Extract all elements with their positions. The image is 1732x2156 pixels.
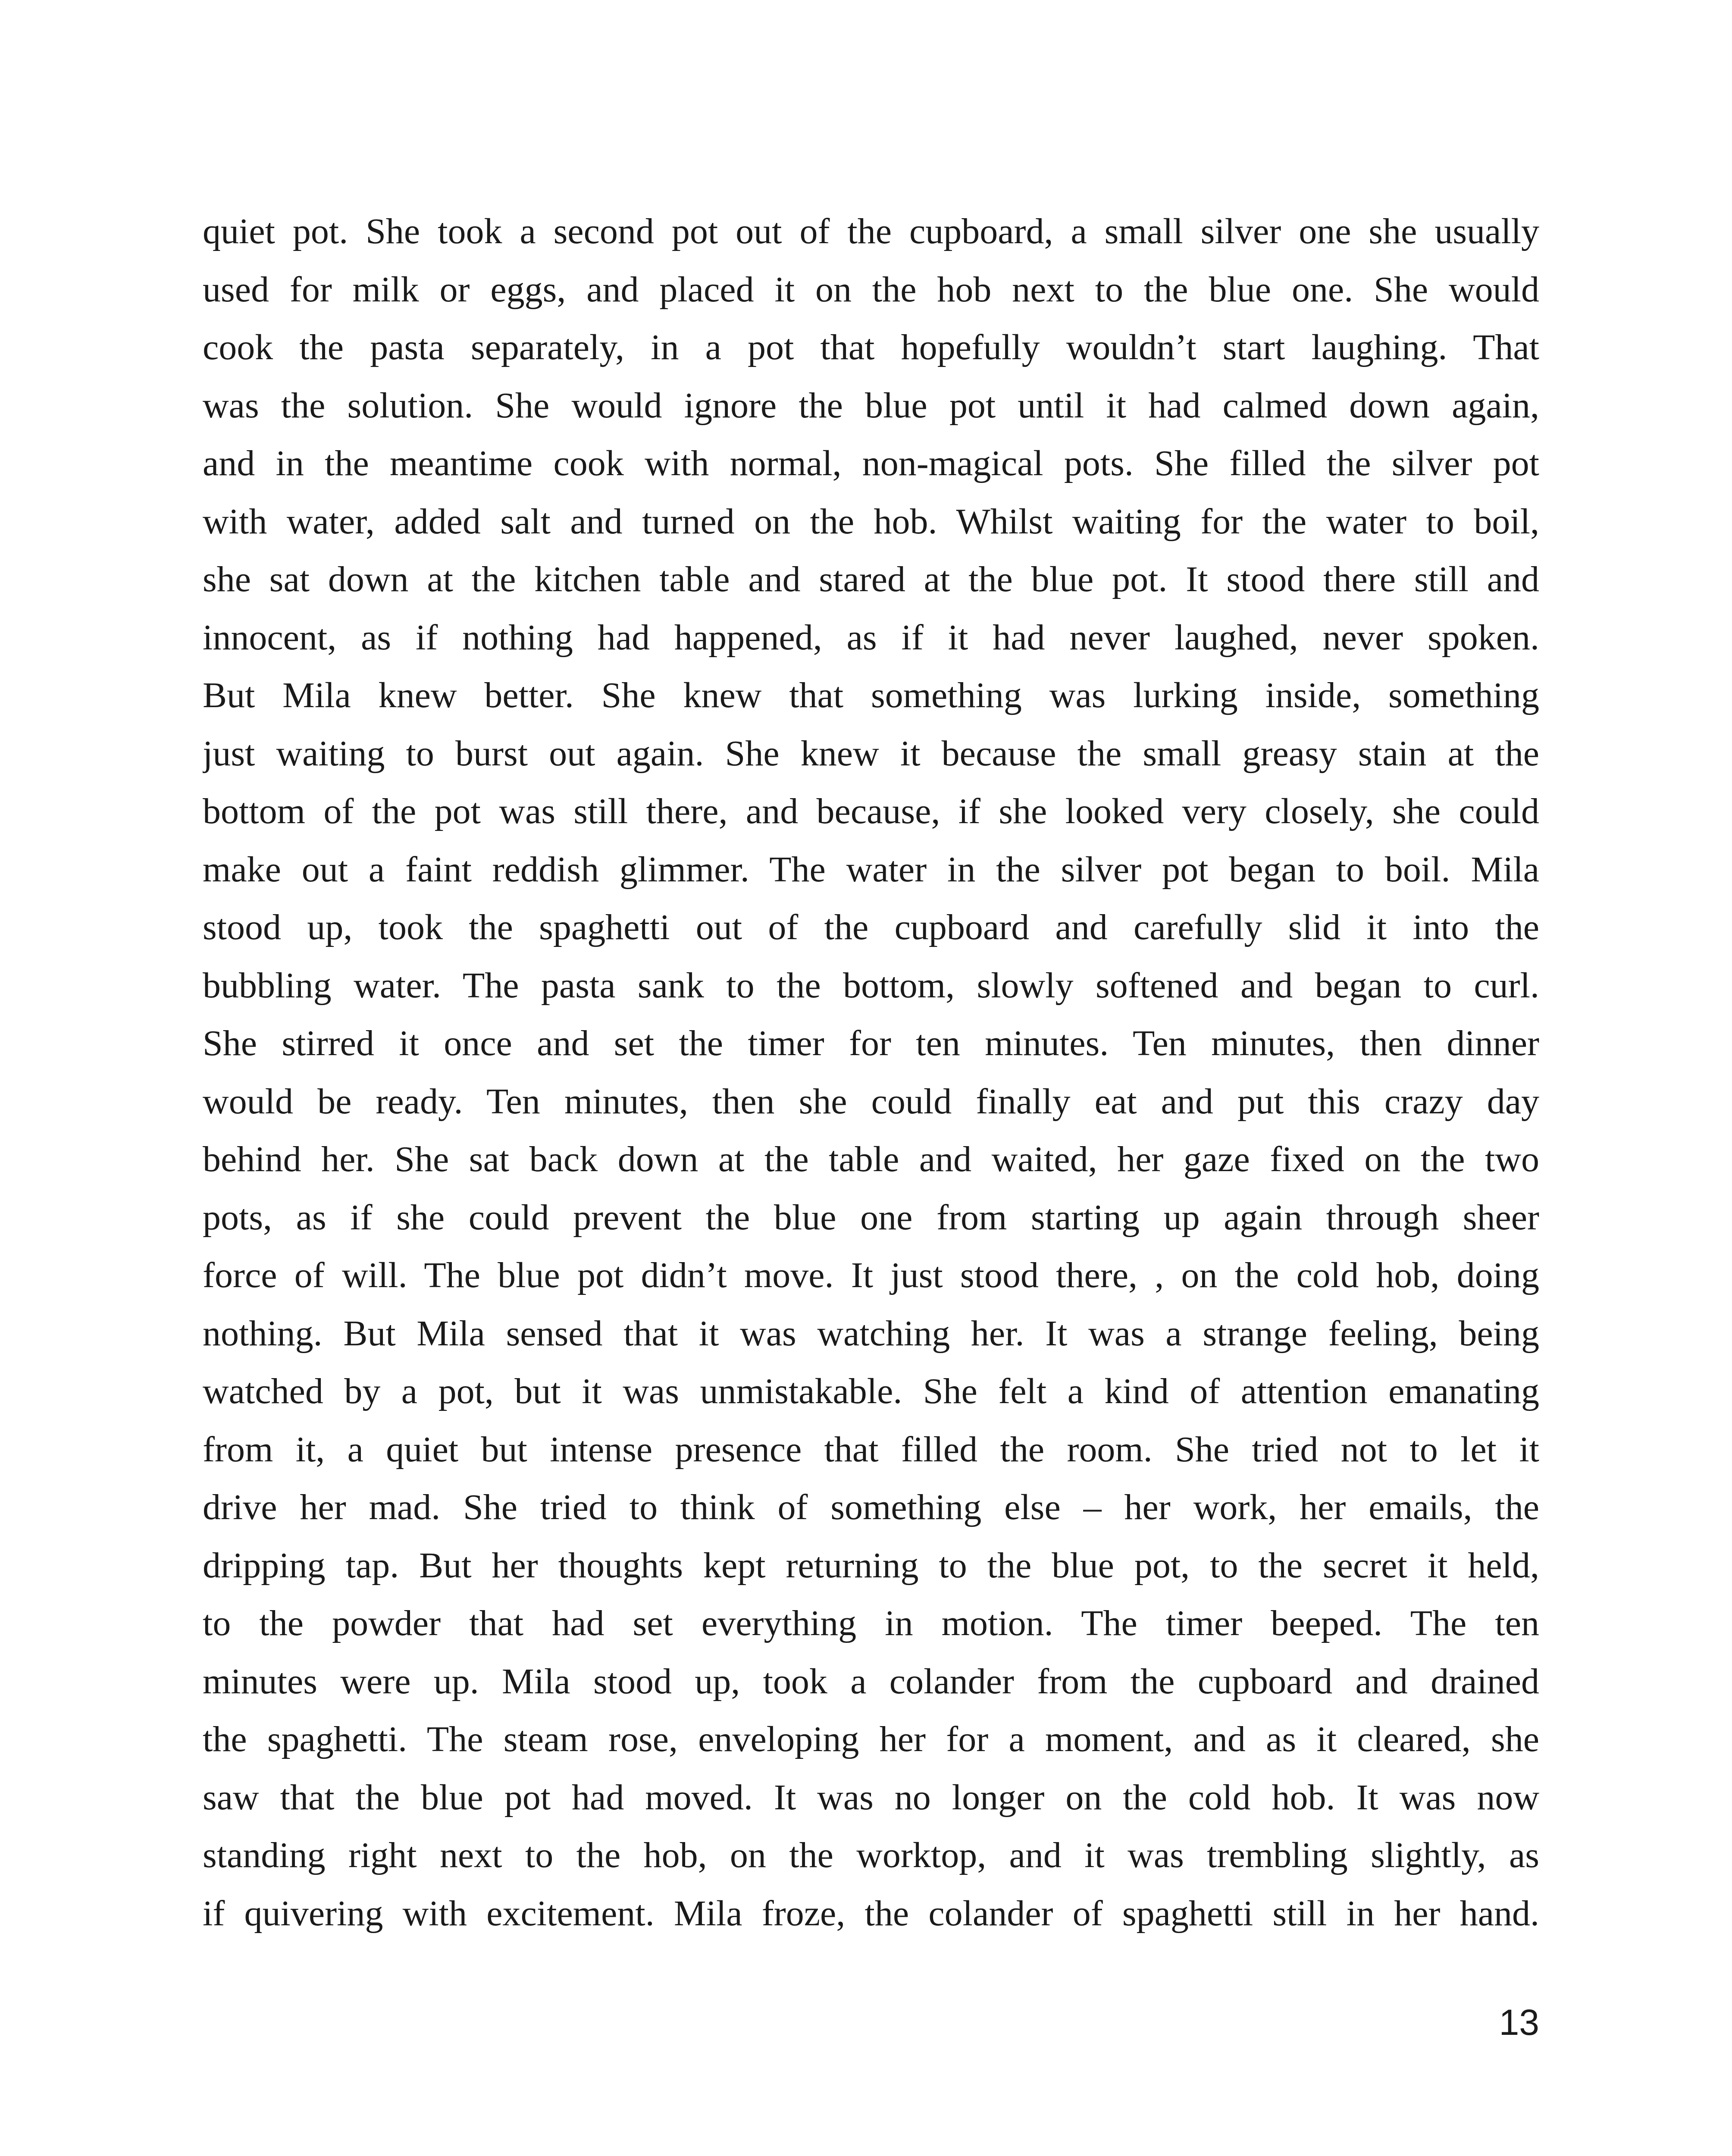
text-line: quiet pot. She took a second pot out of the cupboard, a small silver one she usually (203, 211, 1539, 251)
text-line: was the solution. She would ignore the blue pot until it had calmed down again, (203, 385, 1539, 426)
text-line: she sat down at the kitchen table and stared at the blue pot. It stood there still and (203, 559, 1539, 599)
text-line: if quivering with excitement. Mila froze, the colander of spaghetti still in her hand. (203, 1893, 1539, 1934)
text-line: force of will. The blue pot didn’t move. It just stood there, , on the cold hob, doing (203, 1255, 1539, 1295)
text-line: the spaghetti. The steam rose, enveloping her for a moment, and as it cleared, she (203, 1719, 1539, 1759)
text-line: innocent, as if nothing had happened, as if it had never laughed, never spoken. (203, 617, 1539, 658)
text-line: saw that the blue pot had moved. It was no longer on the cold hob. It was now (203, 1777, 1539, 1818)
text-line: from it, a quiet but intense presence that filled the room. She tried not to let it (203, 1429, 1539, 1470)
text-line: with water, added salt and turned on the hob. Whilst waiting for the water to boil, (203, 501, 1539, 542)
text-line: behind her. She sat back down at the table and waited, her gaze fixed on the two (203, 1139, 1539, 1179)
text-line: and in the meantime cook with normal, non-magical pots. She filled the silver pot (203, 443, 1539, 483)
text-line: stood up, took the spaghetti out of the cupboard and carefully slid it into the (203, 907, 1539, 947)
text-line: pots, as if she could prevent the blue one from starting up again through sheer (203, 1197, 1539, 1238)
body-text (203, 203, 1539, 1943)
text-line: But Mila knew better. She knew that something was lurking inside, something (203, 675, 1539, 715)
page-number: 13 (1499, 2002, 1539, 2043)
text-line: dripping tap. But her thoughts kept returning to the blue pot, to the secret it held, (203, 1545, 1539, 1586)
text-line: just waiting to burst out again. She knew it because the small greasy stain at the (203, 733, 1539, 774)
text-line: bubbling water. The pasta sank to the bottom, slowly softened and began to curl. (203, 965, 1539, 1006)
text-line: bottom of the pot was still there, and because, if she looked very closely, she could (203, 791, 1539, 831)
text-line: cook the pasta separately, in a pot that hopefully wouldn’t start laughing. That (203, 327, 1539, 367)
text-line: drive her mad. She tried to think of something else – her work, her emails, the (203, 1487, 1539, 1527)
text-line: used for milk or eggs, and placed it on the hob next to the blue one. She would (203, 269, 1539, 310)
text-line: watched by a pot, but it was unmistakable. She felt a kind of attention emanating (203, 1371, 1539, 1411)
text-line: minutes were up. Mila stood up, took a colander from the cupboard and drained (203, 1661, 1539, 1702)
text-line: to the powder that had set everything in motion. The timer beeped. The ten (203, 1603, 1539, 1643)
text-line: make out a faint reddish glimmer. The water in the silver pot began to boil. Mila (203, 849, 1539, 890)
text-line: would be ready. Ten minutes, then she could finally eat and put this crazy day (203, 1081, 1539, 1122)
text-line: standing right next to the hob, on the worktop, and it was trembling slightly, as (203, 1835, 1539, 1875)
text-line: nothing. But Mila sensed that it was watching her. It was a strange feeling, being (203, 1313, 1539, 1354)
text-line: She stirred it once and set the timer for ten minutes. Ten minutes, then dinner (203, 1023, 1539, 1063)
